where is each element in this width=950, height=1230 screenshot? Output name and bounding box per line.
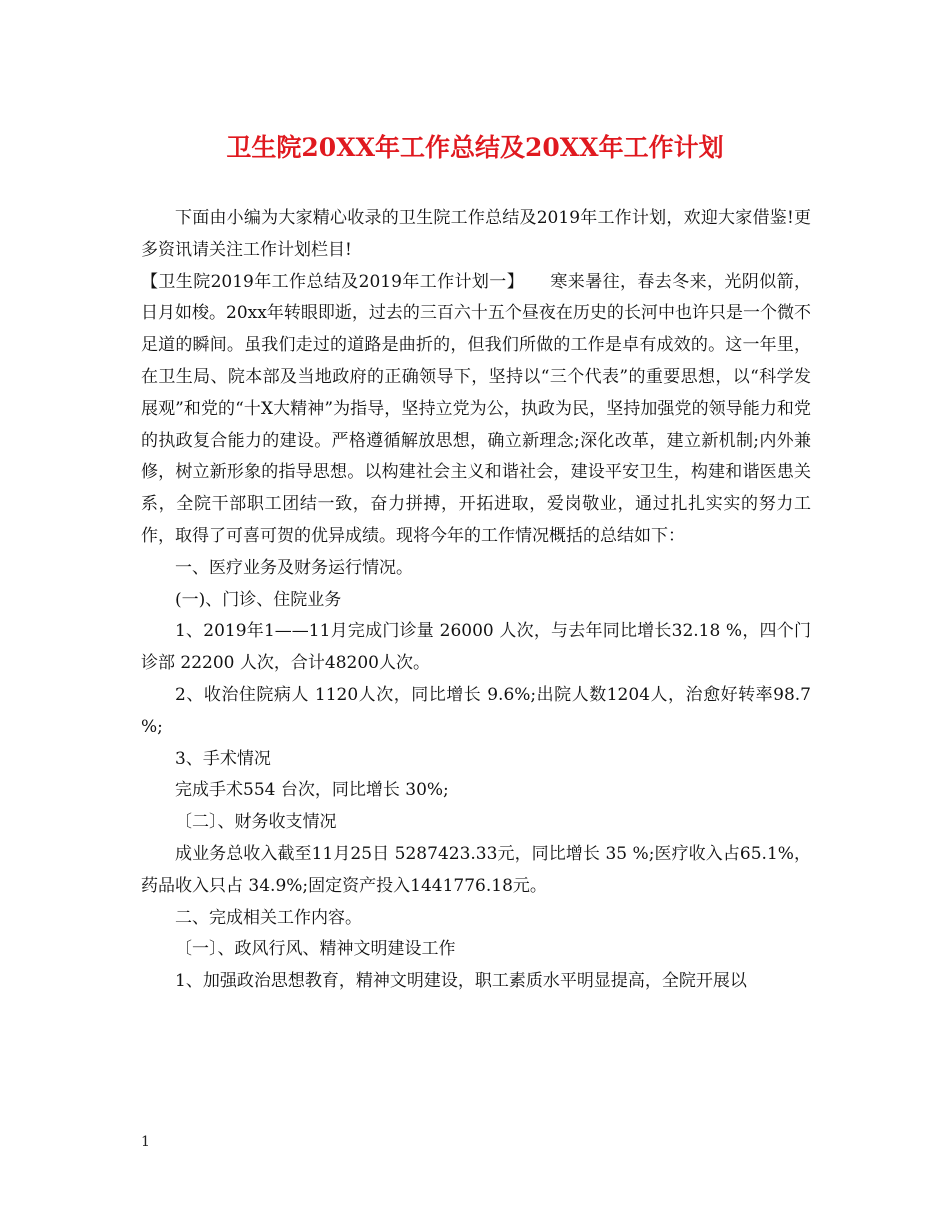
section2-heading: 二、完成相关工作内容。 — [175, 907, 362, 928]
section2-1-heading: 〔一〕、政风行风、精神文明建设工作 — [175, 939, 456, 960]
item2-paragraph: 2、收治住院病人 1120人次，同比增长 9.6%;出院人数1204人，治愈好转率98.7 %; — [141, 684, 811, 737]
section1-1-heading: (一)、门诊、住院业务 — [175, 589, 342, 610]
item3-body: 完成手术554 台次，同比增长 30%; — [175, 780, 449, 801]
document-body — [141, 203, 811, 998]
item4-paragraph: 1、加强政治思想教育，精神文明建设，职工素质水平明显提高，全院开展以 — [175, 971, 747, 992]
page-number: 1 — [141, 1134, 150, 1150]
main-paragraph: 【卫生院2019年工作总结及2019年工作计划一】 寒来暑往，春去冬来，光阴似箭，日月如梭。20xx年转眼即逝，过去的三百六十五个昼夜在历史的长河中也许只是一个微不足道的瞬间。虽我们走过的道路是曲折的，但我们所做的工作是卓有成效的。这一年里，在卫生局、院本部及当地政府的正确领导下，坚持以“三个代表”的重要思想，以“科学发展观”和党的“十X大精神”为指导，坚持立党为公，执政为民，坚持加强党的领导能力和党的执政复合能力的建设。严格遵循解放思想，确立新理念;深化改革，建立新机制;内外兼修，树立新形象的指导思想。以构建社会主义和谐社会，建设平安卫生，构建和谐医患关系，全院干部职工团结一致，奋力拼搏，开拓进取，爱岗敬业，通过扎扎实实的努力工作，取得了可喜可贺的优异成绩。现将今年的工作情况概括的总结如下： — [141, 271, 811, 546]
item1-paragraph: 1、2019年1——11月完成门诊量 26000 人次，与去年同比增长32.18 %，四个门诊部 22200 人次，合计48200人次。 — [141, 621, 811, 674]
document-title: 卫生院20XX年工作总结及20XX年工作计划 — [226, 133, 724, 162]
intro-paragraph: 下面由小编为大家精心收录的卫生院工作总结及2019年工作计划，欢迎大家借鉴!更多资讯请关注工作计划栏目! — [141, 208, 811, 260]
item3-heading: 3、手术情况 — [175, 748, 271, 769]
section1-2-heading: 〔二〕、财务收支情况 — [175, 812, 337, 833]
section1-heading: 一、医疗业务及财务运行情况。 — [175, 557, 413, 578]
finance-paragraph: 成业务总收入截至11月25日 5287423.33元，同比增长 35 %;医疗收入占65.1%，药品收入只占 34.9%;固定资产投入1441776.18元。 — [141, 843, 811, 896]
